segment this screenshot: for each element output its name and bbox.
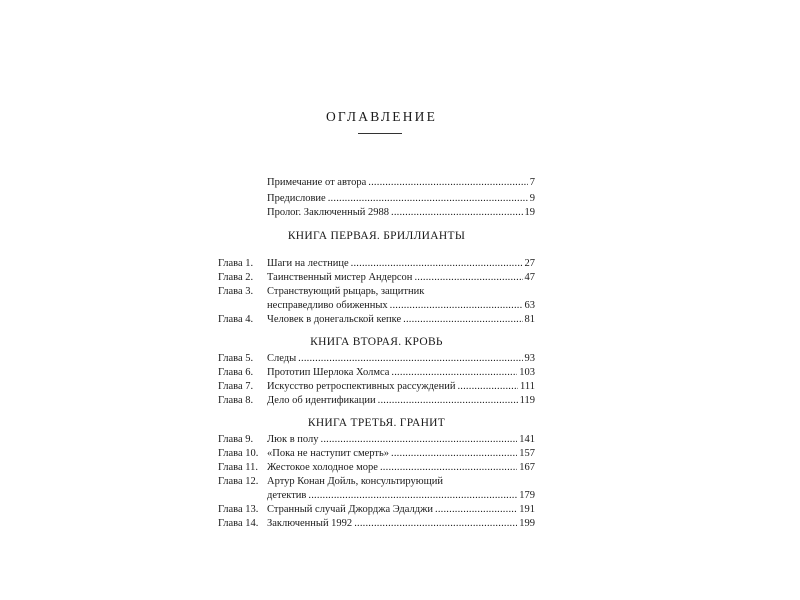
toc-entry[interactable] (267, 192, 535, 206)
book-heading: КНИГА ВТОРАЯ. КРОВЬ (310, 336, 443, 348)
chapter-label: Глава 7. (218, 381, 254, 392)
chapter-label: Глава 6. (218, 367, 254, 378)
dot-leader (457, 380, 518, 394)
entry-title: «Пока не наступит смерть» (267, 448, 390, 459)
toc-entry[interactable] (267, 206, 535, 220)
entry-title: Примечание от автора (267, 177, 367, 188)
entry-title: Следы (267, 353, 297, 364)
dot-leader (378, 394, 518, 408)
entry-title: Дело об идентификации (267, 395, 376, 406)
book-heading: КНИГА ТРЕТЬЯ. ГРАНИТ (307, 417, 446, 429)
dot-leader (298, 352, 522, 366)
dot-leader (414, 271, 522, 285)
toc-entry[interactable] (267, 489, 535, 503)
toc-entry[interactable] (267, 433, 535, 447)
chapter-label: Глава 1. (218, 258, 254, 269)
entry-title-line2: детектив (267, 490, 307, 501)
toc-entry[interactable] (267, 394, 535, 408)
entry-page: 157 (519, 448, 535, 459)
entry-page: 191 (519, 504, 535, 515)
entry-title: Люк в полу (267, 434, 319, 445)
chapter-label: Глава 9. (218, 434, 254, 445)
entry-page: 199 (519, 518, 535, 529)
toc-entry[interactable] (267, 366, 535, 380)
dot-leader (328, 192, 528, 206)
dot-leader (435, 503, 517, 517)
entry-title: Таинственный мистер Андерсон (267, 272, 413, 283)
entry-page: 93 (524, 353, 535, 364)
entry-page: 9 (529, 193, 535, 204)
chapter-label: Глава 10. (218, 448, 259, 459)
dot-leader (351, 257, 523, 271)
chapter-label: Глава 5. (218, 353, 254, 364)
toc-entry[interactable] (267, 461, 535, 475)
dot-leader (390, 299, 523, 313)
toc-entry[interactable] (267, 380, 535, 394)
entry-title: Предисловие (267, 193, 326, 204)
entry-page: 103 (519, 367, 535, 378)
title-divider (358, 133, 402, 134)
chapter-label: Глава 3. (218, 286, 254, 297)
entry-page: 27 (524, 258, 535, 269)
chapter-label: Глава 13. (218, 504, 259, 515)
entry-page: 47 (524, 272, 535, 283)
chapter-label: Глава 12. (218, 476, 259, 487)
entry-title: Шаги на лестнице (267, 258, 349, 269)
entry-title: Жестокое холодное море (267, 462, 378, 473)
entry-title-line2: несправедливо обиженных (267, 300, 388, 311)
toc-entry[interactable] (267, 447, 535, 461)
dot-leader (391, 447, 517, 461)
entry-title: Человек в донегальской кепке (267, 314, 402, 325)
toc-entry[interactable] (267, 257, 535, 271)
entry-page: 167 (519, 462, 535, 473)
entry-title-line1[interactable]: Артур Конан Дойль, консультирующий (267, 476, 443, 487)
entry-page: 111 (520, 381, 535, 392)
toc-entry[interactable] (267, 313, 535, 327)
dot-leader (308, 489, 517, 503)
dot-leader (380, 461, 517, 475)
entry-title: Заключенный 1992 (267, 518, 353, 529)
entry-page: 63 (524, 300, 535, 311)
dot-leader (354, 517, 517, 531)
toc-entry[interactable] (267, 352, 535, 366)
entry-page: 119 (519, 395, 535, 406)
entry-page: 179 (519, 490, 535, 501)
chapter-label: Глава 14. (218, 518, 259, 529)
entry-page: 141 (519, 434, 535, 445)
entry-title: Странный случай Джорджа Эдалджи (267, 504, 433, 515)
chapter-label: Глава 2. (218, 272, 254, 283)
entry-title: Прототип Шерлока Холмса (267, 367, 390, 378)
dot-leader (368, 176, 527, 190)
dot-leader (403, 313, 522, 327)
dot-leader (321, 433, 518, 447)
entry-page: 7 (529, 177, 535, 188)
dot-leader (391, 206, 523, 220)
toc-entry[interactable] (267, 517, 535, 531)
entry-title-line1[interactable]: Странствующий рыцарь, защитник (267, 286, 425, 297)
page-title: ОГЛАВЛЕНИЕ (325, 109, 438, 124)
entry-page: 81 (524, 314, 535, 325)
chapter-label: Глава 8. (218, 395, 254, 406)
toc-entry[interactable] (267, 176, 535, 190)
book-heading: КНИГА ПЕРВАЯ. БРИЛЛИАНТЫ (287, 230, 466, 242)
chapter-label: Глава 11. (218, 462, 259, 473)
chapter-label: Глава 4. (218, 314, 254, 325)
toc-entry[interactable] (267, 271, 535, 285)
toc-entry[interactable] (267, 299, 535, 313)
dot-leader (391, 366, 517, 380)
toc-entry[interactable] (267, 503, 535, 517)
entry-page: 19 (524, 207, 535, 218)
entry-title: Искусство ретроспективных рассуждений (267, 381, 456, 392)
entry-title: Пролог. Заключенный 2988 (267, 207, 389, 218)
